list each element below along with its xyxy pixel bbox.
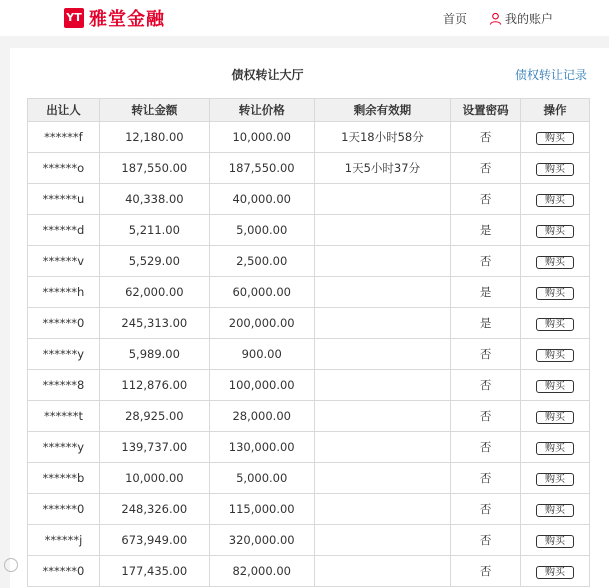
amount-cell: 112,876.00 — [99, 370, 209, 401]
buy-button[interactable]: 购买 — [536, 535, 574, 548]
buy-button[interactable]: 购买 — [536, 318, 574, 331]
table-row — [28, 339, 590, 370]
password-cell: 否 — [451, 556, 521, 587]
seller-cell: ******0 — [28, 308, 100, 339]
price-cell: 28,000.00 — [209, 401, 314, 432]
action-cell — [521, 525, 590, 556]
price-cell: 320,000.00 — [209, 525, 314, 556]
header-action: 操作 — [521, 99, 590, 122]
password-cell: 是 — [451, 308, 521, 339]
password-cell: 否 — [451, 401, 521, 432]
price-cell: 100,000.00 — [209, 370, 314, 401]
buy-button[interactable]: 购买 — [536, 256, 574, 269]
table-row — [28, 277, 590, 308]
action-cell — [521, 494, 590, 525]
header-price: 转让价格 — [209, 99, 314, 122]
amount-cell: 187,550.00 — [99, 153, 209, 184]
table-header-row — [28, 99, 590, 122]
remaining-cell — [314, 525, 451, 556]
password-cell: 否 — [451, 184, 521, 215]
amount-cell: 139,737.00 — [99, 432, 209, 463]
remaining-cell: 1天18小时58分 — [314, 122, 451, 153]
price-cell: 40,000.00 — [209, 184, 314, 215]
password-cell: 否 — [451, 525, 521, 556]
price-cell: 10,000.00 — [209, 122, 314, 153]
logo[interactable] — [64, 6, 165, 30]
buy-button[interactable]: 购买 — [536, 411, 574, 424]
logo-badge: YT — [64, 8, 84, 28]
buy-button[interactable]: 购买 — [536, 132, 574, 145]
password-cell: 否 — [451, 432, 521, 463]
amount-cell: 12,180.00 — [99, 122, 209, 153]
action-cell — [521, 184, 590, 215]
amount-cell: 28,925.00 — [99, 401, 209, 432]
amount-cell: 10,000.00 — [99, 463, 209, 494]
action-cell — [521, 122, 590, 153]
top-bar — [0, 0, 609, 36]
user-icon — [489, 12, 502, 25]
action-cell — [521, 401, 590, 432]
table-row — [28, 308, 590, 339]
table-row — [28, 122, 590, 153]
page-title: 债权转让大厅 — [231, 68, 304, 82]
password-cell: 否 — [451, 153, 521, 184]
amount-cell: 248,326.00 — [99, 494, 209, 525]
remaining-cell — [314, 215, 451, 246]
action-cell — [521, 215, 590, 246]
password-cell: 否 — [451, 339, 521, 370]
action-cell — [521, 339, 590, 370]
price-cell: 900.00 — [209, 339, 314, 370]
action-cell — [521, 463, 590, 494]
buy-button[interactable]: 购买 — [536, 566, 574, 579]
remaining-cell — [314, 339, 451, 370]
table-row — [28, 494, 590, 525]
amount-cell: 177,435.00 — [99, 556, 209, 587]
amount-cell: 40,338.00 — [99, 184, 209, 215]
table-row — [28, 401, 590, 432]
remaining-cell — [314, 246, 451, 277]
seller-cell: ******f — [28, 122, 100, 153]
password-cell: 否 — [451, 246, 521, 277]
price-cell: 82,000.00 — [209, 556, 314, 587]
remaining-cell: 1天5小时37分 — [314, 153, 451, 184]
buy-button[interactable]: 购买 — [536, 504, 574, 517]
header-amount: 转让金额 — [99, 99, 209, 122]
table-row — [28, 215, 590, 246]
table-row — [28, 556, 590, 587]
price-cell: 130,000.00 — [209, 432, 314, 463]
action-cell — [521, 277, 590, 308]
amount-cell: 5,989.00 — [99, 339, 209, 370]
table-row — [28, 246, 590, 277]
price-cell: 5,000.00 — [209, 463, 314, 494]
amount-cell: 673,949.00 — [99, 525, 209, 556]
price-cell: 5,000.00 — [209, 215, 314, 246]
price-cell: 60,000.00 — [209, 277, 314, 308]
remaining-cell — [314, 184, 451, 215]
seller-cell: ******j — [28, 525, 100, 556]
seller-cell: ******d — [28, 215, 100, 246]
seller-cell: ******h — [28, 277, 100, 308]
table-row — [28, 525, 590, 556]
seller-cell: ******0 — [28, 556, 100, 587]
transfer-table — [27, 98, 590, 587]
seller-cell: ******y — [28, 339, 100, 370]
table-row — [28, 184, 590, 215]
amount-cell: 5,211.00 — [99, 215, 209, 246]
seller-cell: ******y — [28, 432, 100, 463]
remaining-cell — [314, 494, 451, 525]
action-cell — [521, 246, 590, 277]
remaining-cell — [314, 401, 451, 432]
buy-button[interactable]: 购买 — [536, 163, 574, 176]
remaining-cell — [314, 463, 451, 494]
seller-cell: ******t — [28, 401, 100, 432]
price-cell: 2,500.00 — [209, 246, 314, 277]
buy-button[interactable]: 购买 — [536, 287, 574, 300]
password-cell: 否 — [451, 122, 521, 153]
buy-button[interactable]: 购买 — [536, 349, 574, 362]
remaining-cell — [314, 277, 451, 308]
password-cell: 是 — [451, 277, 521, 308]
amount-cell: 5,529.00 — [99, 246, 209, 277]
seller-cell: ******8 — [28, 370, 100, 401]
buy-button[interactable]: 购买 — [536, 380, 574, 393]
action-cell — [521, 308, 590, 339]
password-cell: 否 — [451, 494, 521, 525]
amount-cell: 62,000.00 — [99, 277, 209, 308]
buy-button[interactable]: 购买 — [536, 194, 574, 207]
nav-home-link[interactable]: 首页 — [443, 12, 468, 26]
password-cell: 是 — [451, 215, 521, 246]
table-row — [28, 153, 590, 184]
header-remaining: 剩余有效期 — [314, 99, 451, 122]
price-cell: 187,550.00 — [209, 153, 314, 184]
table-row — [28, 432, 590, 463]
header-seller: 出让人 — [28, 99, 100, 122]
password-cell: 否 — [451, 370, 521, 401]
table-body — [28, 122, 590, 587]
watermark — [4, 558, 21, 572]
action-cell — [521, 370, 590, 401]
buy-button[interactable]: 购买 — [536, 442, 574, 455]
table-row — [28, 463, 590, 494]
seller-cell: ******v — [28, 246, 100, 277]
remaining-cell — [314, 370, 451, 401]
nav-account-label: 我的账户 — [505, 12, 554, 26]
logo-text: 雅堂金融 — [89, 9, 165, 30]
buy-button[interactable]: 购买 — [536, 473, 574, 486]
seller-cell: ******b — [28, 463, 100, 494]
header-password: 设置密码 — [451, 99, 521, 122]
password-cell: 否 — [451, 463, 521, 494]
table-row — [28, 370, 590, 401]
seller-cell: ******0 — [28, 494, 100, 525]
seller-cell: ******o — [28, 153, 100, 184]
remaining-cell — [314, 432, 451, 463]
remaining-cell — [314, 308, 451, 339]
watermark-icon — [4, 558, 18, 572]
transfer-record-link[interactable]: 债权转让记录 — [515, 68, 588, 82]
remaining-cell — [314, 556, 451, 587]
action-cell — [521, 153, 590, 184]
seller-cell: ******u — [28, 184, 100, 215]
price-cell: 115,000.00 — [209, 494, 314, 525]
action-cell — [521, 432, 590, 463]
nav-account-link[interactable] — [489, 10, 553, 27]
action-cell — [521, 556, 590, 587]
amount-cell: 245,313.00 — [99, 308, 209, 339]
buy-button[interactable]: 购买 — [536, 225, 574, 238]
price-cell: 200,000.00 — [209, 308, 314, 339]
